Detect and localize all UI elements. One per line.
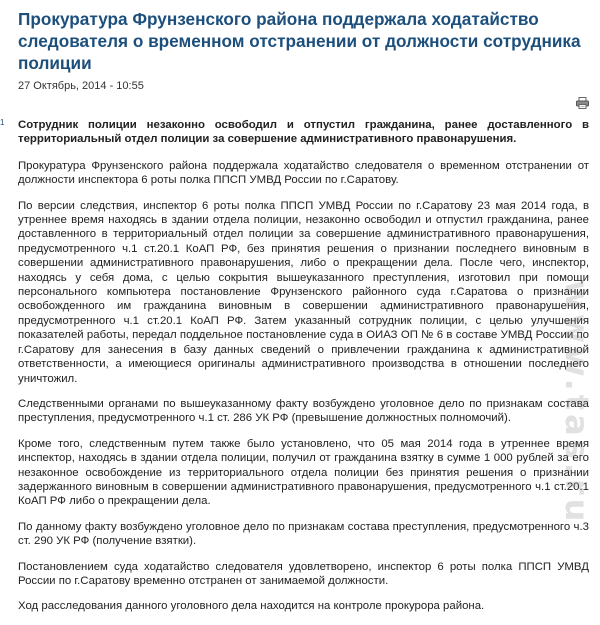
article-paragraph: Кроме того, следственным путем также было установлено, что 05 мая 2014 года в утреннее время инспектор, находясь в здании отдела полиции, получил от гражданина взятку в сумме 1 000 рублей за его незаконное освобождение из территориального отдела полиции без принятия решения о признании задержанного виновным в совершении административного правонарушения, предусмотренного ч.1 ст.20.1 КоАП РФ либо о прекращении дела. [18,437,589,508]
article-lead: Сотрудник полиции незаконно освободил и отпустил гражданина, ранее доставленного в территориальный отдел полиции за совершение административного правонарушения. [18,119,589,146]
list-marker: 1 [0,118,5,127]
article-body [18,118,589,625]
article-paragraph: По версии следствия, инспектор 6 роты полка ППСП УМВД России по г.Саратову 23 мая 2014 года, в утреннее время находясь в здании отдела полиции, незаконно освободил и отпустил гражданина, ранее доставленного в территориальный отдел полиции за совершение административного правонарушения, предусмотренного ч.1 ст.20.1 КоАП РФ, без принятия решения о признании последнего виновным в совершении административного правонарушения, либо о прекращении дела. После чего, инспектор, находясь у себя дома, с целью сокрытия вышеуказанного преступления, изготовил при помощи персонального компьютера постановление Фрунзенского районного суда г.Саратова о признании освобожденного им гражданина виновным в совершении административного правонарушения, предусмотренного ч.1 ст.20.1 КоАП РФ. Затем указанный сотрудник полиции, с целью улучшения показателей работы, передал поддельное постановление суда в ОИАЗ ОП № 6 в составе УМВД России по г.Саратову для занесения в базу данных сведений о привлечении гражданина к административной ответственности, а имеющиеся оригиналы административного производства в отношении последнего уничтожил. [18,199,589,385]
printer-icon[interactable] [576,96,589,108]
article-title: Прокуратура Фрунзенского района поддержала ходатайство следователя о временном отстранении от должности сотрудника полиции [18,9,581,73]
article-paragraph: Постановлением суда ходатайство следователя удовлетворено, инспектор 6 роты полка ППСП УМВД России по г.Саратову временно отстранен от занимаемой должности. [18,560,589,587]
article-paragraph: По данному факту возбуждено уголовное дело по признакам состава преступления, предусмотренного ч.3 ст. 290 УК РФ (получение взятки). [18,520,589,548]
site-watermark: www.tas.ru [558,280,596,526]
article-date: 27 Октябрь, 2014 - 10:55 [18,80,144,92]
article-paragraph: Ход расследования данного уголовного дела находится на контроле прокурора района. [18,600,485,613]
article-paragraph: Прокуратура Фрунзенского района поддержала ходатайство следователя о временном отстранении от должности инспектора 6 роты полка ППСП УМВД России по г.Саратову. [18,159,589,187]
article-paragraph: Следственными органами по вышеуказанному факту возбуждено уголовное дело по признакам состава преступления, предусмотренного ч.1 ст. 286 УК РФ (превышение должностных полномочий). [18,397,589,425]
